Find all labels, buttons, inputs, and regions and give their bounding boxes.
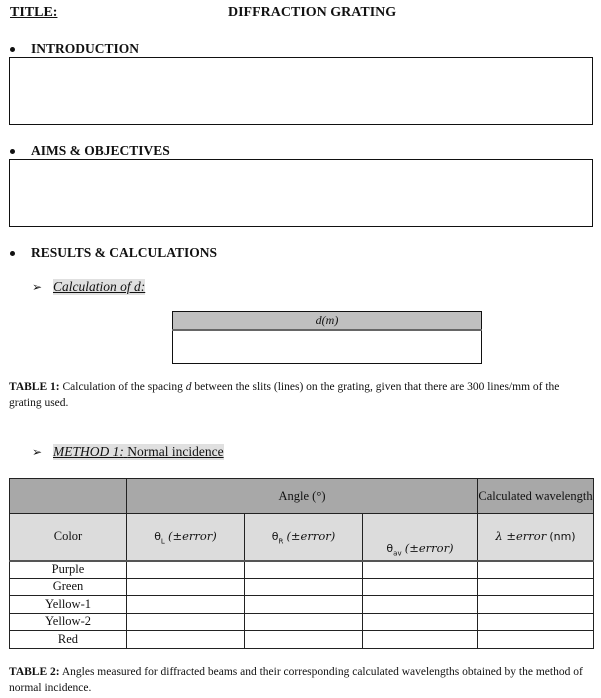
color-cell: Red xyxy=(10,631,127,649)
d-table-header: d(m) xyxy=(173,312,482,330)
table2-caption xyxy=(9,664,594,696)
angle-group-header: Angle (°) xyxy=(127,479,478,514)
theta-l-cell[interactable] xyxy=(127,596,245,614)
wavelength-table xyxy=(9,478,594,649)
theta-r-cell[interactable] xyxy=(245,613,363,631)
arrow-bullet-icon: ➢ xyxy=(32,444,43,459)
theta-r-column-header: $\theta_R$ (±error) xyxy=(245,514,363,561)
table-row xyxy=(10,578,594,596)
theta-r-cell[interactable] xyxy=(245,561,363,579)
table-row xyxy=(10,561,594,579)
theta-l-cell[interactable] xyxy=(127,631,245,649)
color-cell: Green xyxy=(10,578,127,596)
color-column-header: Color xyxy=(10,514,127,561)
table-row xyxy=(10,631,594,649)
lambda-cell[interactable] xyxy=(478,578,594,596)
table-column-header-row xyxy=(10,514,594,561)
table2-caption-text: Angles measured for diffracted beams and their corresponding calculated wavelengths obtained by the method of normal incidence. xyxy=(9,666,583,694)
d-table-value-cell[interactable] xyxy=(173,330,482,364)
table1-caption-label: TABLE 1: xyxy=(9,381,60,393)
arrow-bullet-icon: ➢ xyxy=(32,279,43,294)
color-cell: Yellow-2 xyxy=(10,613,127,631)
theta-l-cell[interactable] xyxy=(127,613,245,631)
table-group-header-row xyxy=(10,479,594,514)
bullet-icon xyxy=(10,251,15,256)
bullet-icon xyxy=(10,149,15,154)
wavelength-group-header: Calculated wavelength xyxy=(478,479,594,514)
introduction-heading-text: INTRODUCTION xyxy=(31,41,140,56)
calc-d-heading xyxy=(0,279,145,295)
aims-box[interactable] xyxy=(9,159,593,227)
method1-heading-text xyxy=(53,444,224,460)
theta-l-cell[interactable] xyxy=(127,578,245,596)
table-row xyxy=(10,613,594,631)
theta-av-cell[interactable] xyxy=(363,613,478,631)
theta-av-cell[interactable] xyxy=(363,561,478,579)
theta-av-cell[interactable] xyxy=(363,631,478,649)
empty-header-cell xyxy=(10,479,127,514)
theta-r-cell[interactable] xyxy=(245,631,363,649)
document-title: DIFFRACTION GRATING xyxy=(228,5,397,20)
theta-l-cell[interactable] xyxy=(127,561,245,579)
bullet-icon xyxy=(10,47,15,52)
table1-caption-text-before: Calculation of the spacing xyxy=(62,381,183,393)
lambda-cell[interactable] xyxy=(478,561,594,579)
table1-caption-text-after: between the slits (lines) on the grating, given that there are 300 lines/mm of the grating used. xyxy=(9,381,560,409)
theta-av-cell[interactable] xyxy=(363,596,478,614)
table1-caption-var: d xyxy=(185,381,192,393)
table1-caption xyxy=(9,379,569,411)
lambda-cell[interactable] xyxy=(478,596,594,614)
d-table xyxy=(172,311,482,364)
lambda-column-header: λ ±error (nm) xyxy=(478,514,594,561)
results-heading xyxy=(0,245,217,261)
calc-d-heading-text: Calculation of d: xyxy=(53,279,146,294)
aims-heading-text: AIMS & OBJECTIVES xyxy=(31,143,170,158)
theta-r-cell[interactable] xyxy=(245,578,363,596)
lambda-cell[interactable] xyxy=(478,631,594,649)
theta-av-column-header: $\theta_{av}$ (±error) xyxy=(363,514,478,561)
theta-r-cell[interactable] xyxy=(245,596,363,614)
color-cell: Purple xyxy=(10,561,127,579)
table2-caption-label: TABLE 2: xyxy=(9,666,60,678)
color-cell: Yellow-1 xyxy=(10,596,127,614)
lambda-cell[interactable] xyxy=(478,613,594,631)
results-heading-text: RESULTS & CALCULATIONS xyxy=(31,245,218,260)
theta-l-column-header: $\theta_L$ (±error) xyxy=(127,514,245,561)
title-label: TITLE: xyxy=(10,5,58,20)
introduction-box[interactable] xyxy=(9,57,593,125)
aims-heading xyxy=(0,143,170,159)
method1-label: METHOD 1: xyxy=(53,444,124,459)
table-row xyxy=(10,596,594,614)
introduction-heading xyxy=(0,41,139,57)
theta-av-cell[interactable] xyxy=(363,578,478,596)
method1-name: Normal incidence xyxy=(127,444,224,459)
method1-heading xyxy=(0,444,224,460)
